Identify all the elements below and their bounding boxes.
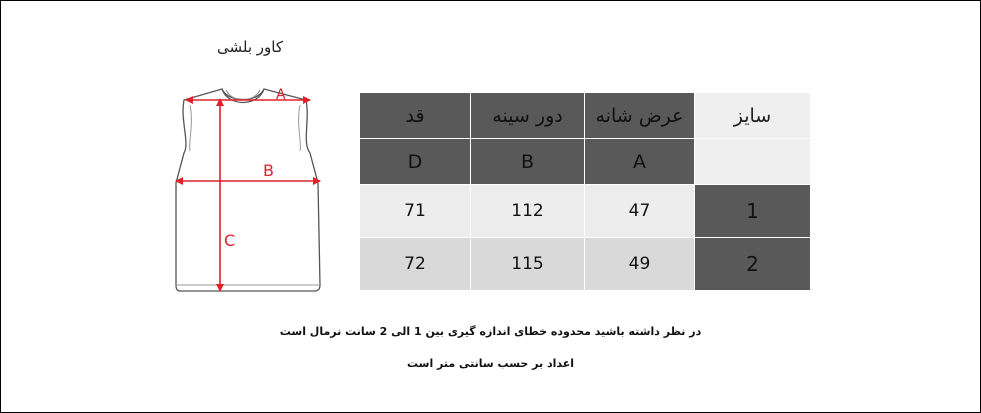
cell-height: 71 <box>360 185 471 238</box>
letter-size-empty <box>695 139 811 185</box>
letter-shoulder: A <box>585 139 695 185</box>
header-height: قد <box>360 93 471 139</box>
header-chest: دور سینه <box>471 93 585 139</box>
letter-chest: B <box>471 139 585 185</box>
header-shoulder: عرض شانه <box>585 93 695 139</box>
cell-size: 1 <box>695 185 811 238</box>
measure-c-label: C <box>224 231 236 250</box>
letter-row <box>360 139 811 185</box>
measure-b-label: B <box>263 161 274 180</box>
header-size: سایز <box>695 93 811 139</box>
size-table <box>359 92 811 291</box>
note-tolerance: در نظر داشته باشید محدوده خطای اندازه گیری بین 1 الی 2 سانت نرمال است <box>279 325 702 338</box>
vest-diagram <box>160 75 330 300</box>
letter-height: D <box>360 139 471 185</box>
measure-a-label: A <box>276 87 286 103</box>
cell-chest: 112 <box>471 185 585 238</box>
header-row <box>360 93 811 139</box>
table-row <box>360 185 811 238</box>
product-title: کاور بلشی <box>217 38 283 56</box>
cell-height: 72 <box>360 238 471 291</box>
cell-shoulder: 49 <box>585 238 695 291</box>
cell-chest: 115 <box>471 238 585 291</box>
cell-size: 2 <box>695 238 811 291</box>
cell-shoulder: 47 <box>585 185 695 238</box>
table-row <box>360 238 811 291</box>
note-units: اعداد بر حسب سانتی متر است <box>406 357 574 370</box>
